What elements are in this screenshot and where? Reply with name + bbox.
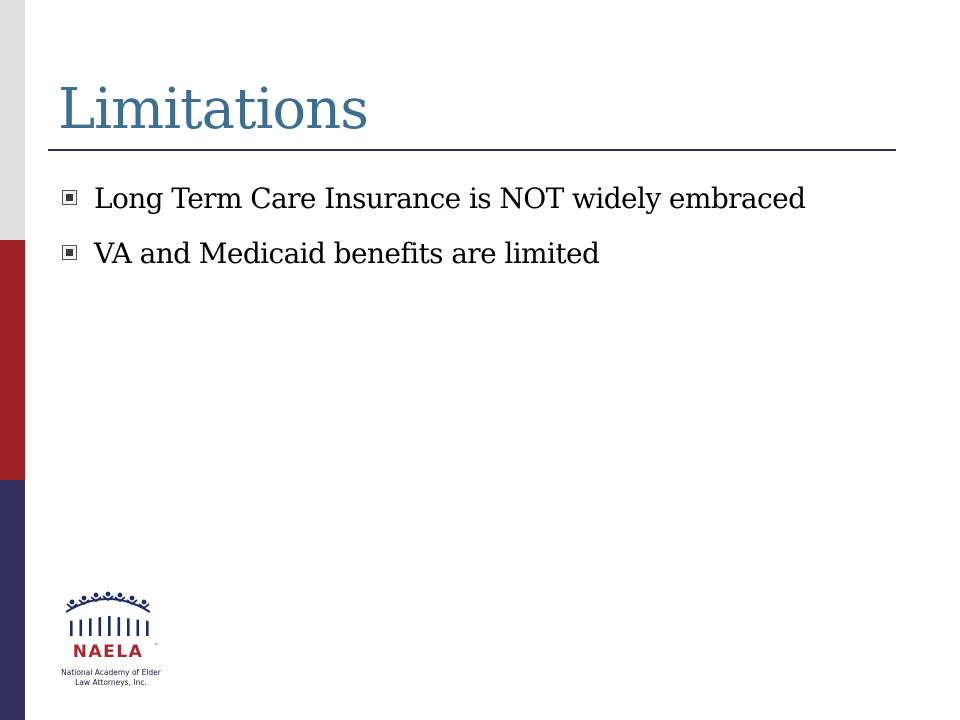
square-bullet-icon	[62, 245, 77, 260]
person-head	[82, 596, 87, 601]
logo-column	[127, 618, 130, 636]
bullet-list	[58, 178, 858, 288]
person-head	[70, 600, 75, 605]
logo-column	[99, 617, 102, 636]
person-arms	[79, 600, 89, 604]
bullet-text: Long Term Care Insurance is NOT widely embraced	[94, 182, 806, 215]
title-divider	[48, 149, 896, 151]
bullet-text: VA and Medicaid benefits are limited	[94, 237, 600, 270]
naela-logo	[56, 588, 176, 700]
logo-column	[146, 621, 149, 636]
person-arms	[127, 600, 137, 604]
square-bullet-icon	[62, 190, 77, 205]
side-bar-middle	[0, 240, 25, 480]
logo-name: NAELA	[72, 642, 144, 662]
logo-tagline: National Academy of Elder Law Attorneys, Inc.	[61, 668, 161, 687]
slide-title: Limitations	[58, 77, 368, 142]
person-head	[118, 593, 123, 598]
logo-column	[89, 618, 92, 636]
logo-column	[70, 621, 73, 636]
bullet-item	[58, 178, 858, 219]
person-head	[130, 596, 135, 601]
logo-column	[80, 620, 83, 636]
side-bar-top	[0, 0, 25, 240]
logo-column	[137, 620, 140, 636]
person-head	[142, 600, 147, 605]
bullet-item	[58, 233, 858, 274]
logo-column	[108, 616, 111, 636]
logo-column	[118, 617, 121, 636]
people-arch-icon	[56, 588, 160, 640]
side-bar-bottom	[0, 480, 25, 720]
person-head	[106, 592, 111, 597]
person-head	[94, 593, 99, 598]
logo-trademark: ™	[154, 643, 159, 649]
